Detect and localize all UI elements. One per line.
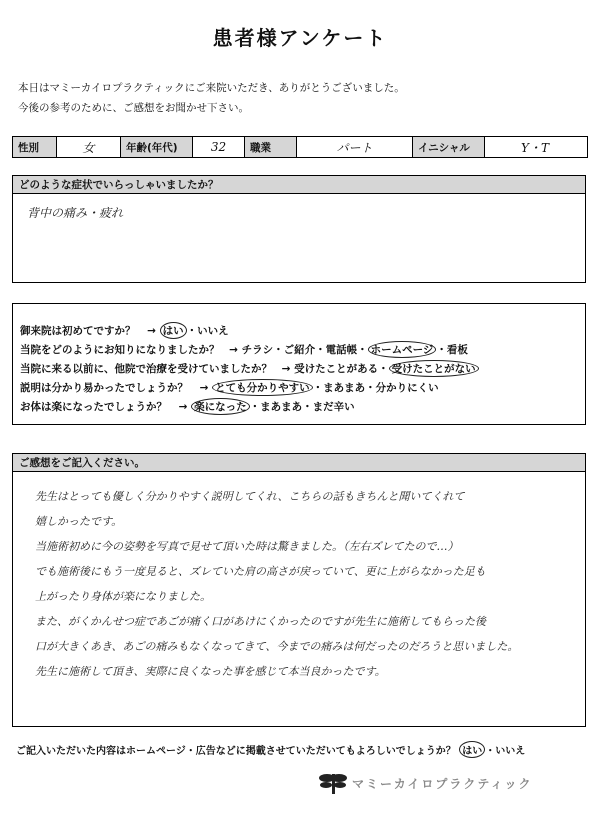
- question-4-text: 説明は分かり易かったでしょうか？: [20, 382, 188, 394]
- question-3-answer-no[interactable]: 受けたことがない: [389, 360, 479, 377]
- comment-line: 先生はとっても優しく分かりやすく説明してくれ、こちらの話もきちんと聞いてくれて: [35, 490, 465, 503]
- job-value[interactable]: パート: [297, 137, 413, 157]
- question-2-options[interactable]: チラシ・ご紹介・電話帳・: [241, 344, 368, 356]
- clinic-logo-text: マミーカイロプラクティック: [352, 776, 533, 791]
- comment-line: また、がくかんせつ症であごが痛く口があけにくかったのですが先生に施術してもらった後: [35, 615, 486, 628]
- comment-heading: ご感想をご記入ください。: [13, 454, 585, 472]
- question-2-circled-option[interactable]: ホームページ: [368, 341, 437, 358]
- comment-line: 上がったり身体が楽になりました。: [35, 590, 211, 603]
- arrow-icon: →: [199, 382, 209, 394]
- dragonfly-icon: [318, 770, 348, 796]
- page-title: 患者様アンケート: [212, 26, 388, 50]
- question-5: [20, 398, 355, 415]
- question-4-rest[interactable]: ・まあまあ・分かりにくい: [312, 382, 439, 394]
- intro-line-2: 今後の参考のために、ご感想をお聞かせ下さい。: [18, 102, 249, 114]
- question-2: [20, 341, 468, 358]
- consent-question: [16, 741, 525, 758]
- question-5-text: お体は楽になったでしょうか？: [20, 401, 167, 413]
- comment-box: [12, 453, 586, 727]
- question-1-answer-yes[interactable]: はい: [160, 322, 187, 339]
- consent-text: ご記入いただいた内容はホームページ・広告などに掲載させていただいてもよろしいでしょうか？: [16, 746, 456, 757]
- question-2-text: 当院をどのようにお知りになりましたか？: [20, 344, 220, 356]
- question-5-rest[interactable]: ・まあまあ・まだ辛い: [249, 401, 355, 413]
- arrow-icon: →: [178, 401, 188, 413]
- gender-value[interactable]: 女: [57, 137, 121, 157]
- age-value[interactable]: 32: [193, 137, 245, 157]
- clinic-logo: [318, 770, 532, 796]
- consent-no[interactable]: ・いいえ: [485, 746, 526, 757]
- job-label: 職業: [245, 137, 297, 157]
- initial-value[interactable]: Y・T: [521, 140, 549, 155]
- gender-label: 性別: [13, 137, 57, 157]
- comment-line: 口が大きくあき、あごの痛みもなくなってきて、今までの痛みは何だったのだろうと思いました。: [35, 640, 519, 653]
- question-2-rest[interactable]: ・看板: [436, 344, 468, 356]
- age-label: 年齢(年代): [121, 137, 193, 157]
- question-5-circled-option[interactable]: 楽になった: [191, 398, 250, 415]
- arrow-icon: →: [281, 363, 291, 375]
- question-3-text: 当院に来る以前に、他院で治療を受けていましたか？: [20, 363, 272, 375]
- initial-label: イニシャル: [413, 137, 485, 157]
- comment-text[interactable]: [35, 484, 518, 684]
- symptom-answer[interactable]: 背中の痛み・疲れ: [27, 206, 124, 220]
- comment-line: 嬉しかったです。: [35, 515, 123, 528]
- question-1: [20, 322, 229, 339]
- arrow-icon: →: [147, 325, 156, 337]
- question-4-circled-option[interactable]: とても分かりやすい: [212, 379, 313, 396]
- question-3: [20, 360, 479, 377]
- comment-line: でも施術後にもう一度見ると、ズレていた肩の高さが戻っていて、更に上がらなかった足も: [35, 565, 486, 578]
- symptom-box: [12, 175, 586, 283]
- arrow-icon: →: [229, 344, 238, 356]
- consent-yes[interactable]: はい: [459, 741, 485, 758]
- question-4: [20, 379, 439, 396]
- comment-line: 先生に施術して頂き、実際に良くなった事を感じて本当良かったです。: [35, 665, 386, 678]
- intro-line-1: 本日はマミーカイロプラクティックにご来院いただき、ありがとうございました。: [18, 82, 405, 94]
- comment-line: 当施術初めに今の姿勢を写真で見せて頂いた時は驚きました。（左右ズレてたので…）: [35, 540, 459, 553]
- question-3-answer-yes[interactable]: 受けたことがある・: [294, 363, 389, 375]
- question-1-answer-no[interactable]: ・いいえ: [186, 325, 229, 337]
- question-1-text: 御来院は初めてですか？: [20, 325, 136, 337]
- patient-info-row: [12, 136, 588, 158]
- symptom-heading: どのような症状でいらっしゃいましたか？: [13, 176, 585, 194]
